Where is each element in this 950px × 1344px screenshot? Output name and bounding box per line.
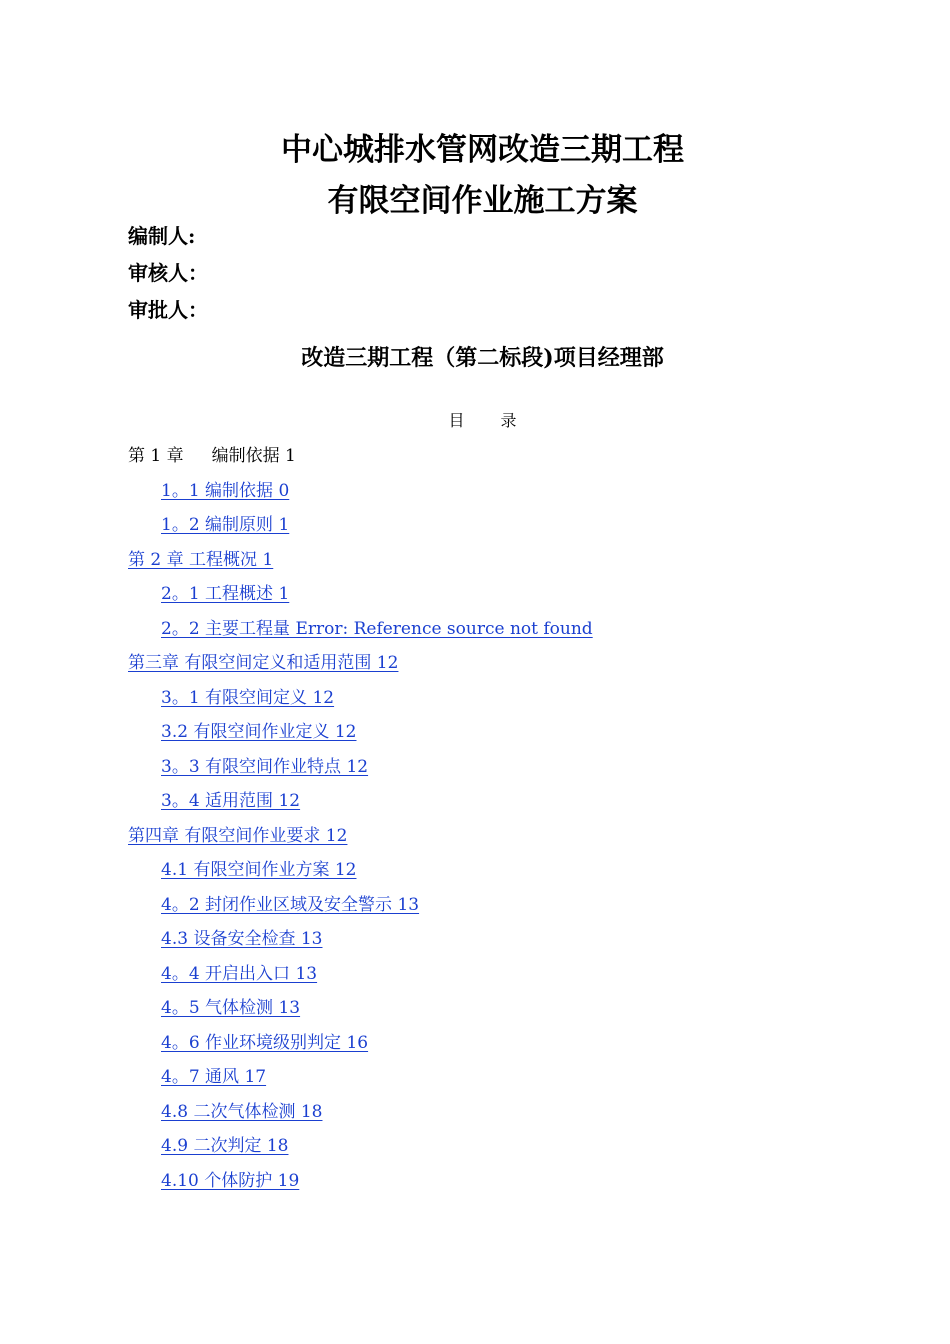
toc-entry: [0, 1166, 950, 1201]
document-title-line2: 有限空间作业施工方案: [327, 183, 638, 219]
toc-entry: [0, 717, 950, 752]
toc-section-link[interactable]: 1。1 编制依据 0: [161, 480, 290, 501]
toc-entry: [0, 752, 950, 787]
reviewer-label: 审核人：: [128, 261, 208, 285]
toc-section-link[interactable]: 3。4 适用范围 12: [161, 791, 301, 811]
toc-entry: [0, 579, 950, 614]
toc-section-link[interactable]: 4.8 二次气体检测 18: [161, 1101, 323, 1122]
toc-entry: [0, 924, 950, 959]
toc-heading-left: 目: [448, 411, 465, 430]
toc-section-link[interactable]: 4.1 有限空间作业方案 12: [161, 860, 357, 880]
document-title-line1: 中心城排水管网改造三期工程: [281, 132, 684, 168]
compiler-label: 编制人:: [128, 224, 196, 248]
toc-entry: [0, 545, 950, 580]
toc-section-link[interactable]: 3.2 有限空间作业定义 12: [161, 722, 357, 742]
toc-entry: [0, 1131, 950, 1166]
toc-entry: [0, 648, 950, 683]
toc-entry: [0, 890, 950, 925]
toc-section-link[interactable]: 2。1 工程概述 1: [161, 584, 290, 604]
toc-section-link[interactable]: 4。6 作业环境级别判定 16: [161, 1032, 369, 1053]
approver-label: 审批人：: [128, 298, 208, 322]
toc-chapter-link[interactable]: 第四章 有限空间作业要求 12: [128, 825, 348, 846]
toc-entry: [0, 786, 950, 821]
table-of-contents: [0, 441, 950, 1200]
toc-entry: [0, 510, 950, 545]
toc-chapter-1-title: 编制依据 1: [211, 446, 296, 466]
toc-entry: [0, 1028, 950, 1063]
toc-section-link[interactable]: 1。2 编制原则 1: [161, 515, 290, 535]
toc-chapter-link[interactable]: 第 2 章 工程概况 1: [128, 549, 274, 570]
toc-section-link[interactable]: 4。2 封闭作业区域及安全警示 13: [161, 894, 420, 915]
toc-section-link[interactable]: 4。7 通风 17: [161, 1067, 267, 1087]
toc-entry: [0, 683, 950, 718]
toc-section-link[interactable]: 4.9 二次判定 18: [161, 1136, 289, 1156]
toc-chapter-1: [0, 441, 950, 476]
toc-heading-right: 录: [500, 411, 517, 430]
toc-section-link[interactable]: 4.10 个体防护 19: [161, 1170, 300, 1191]
toc-section-link[interactable]: 2。2 主要工程量 Error: Reference source not found: [161, 618, 593, 639]
toc-entry: [0, 821, 950, 856]
toc-entry: [0, 855, 950, 890]
toc-section-link[interactable]: 4。5 气体检测 13: [161, 998, 301, 1018]
toc-entry: [0, 614, 950, 649]
toc-entry: [0, 1062, 950, 1097]
toc-entry: [0, 476, 950, 511]
toc-entry: [0, 959, 950, 994]
toc-heading: [0, 409, 950, 433]
toc-entry: [0, 1097, 950, 1132]
toc-chapter-link[interactable]: 第三章 有限空间定义和适用范围 12: [128, 653, 399, 673]
toc-chapter-1-number: 第 1 章: [128, 446, 184, 466]
toc-section-link[interactable]: 4。4 开启出入口 13: [161, 963, 318, 984]
toc-section-link[interactable]: 4.3 设备安全检查 13: [161, 929, 323, 949]
toc-entry: [0, 993, 950, 1028]
toc-section-link[interactable]: 3。3 有限空间作业特点 12: [161, 756, 369, 777]
department-name: 改造三期工程（第二标段)项目经理部: [301, 345, 664, 371]
toc-section-link[interactable]: 3。1 有限空间定义 12: [161, 687, 335, 708]
